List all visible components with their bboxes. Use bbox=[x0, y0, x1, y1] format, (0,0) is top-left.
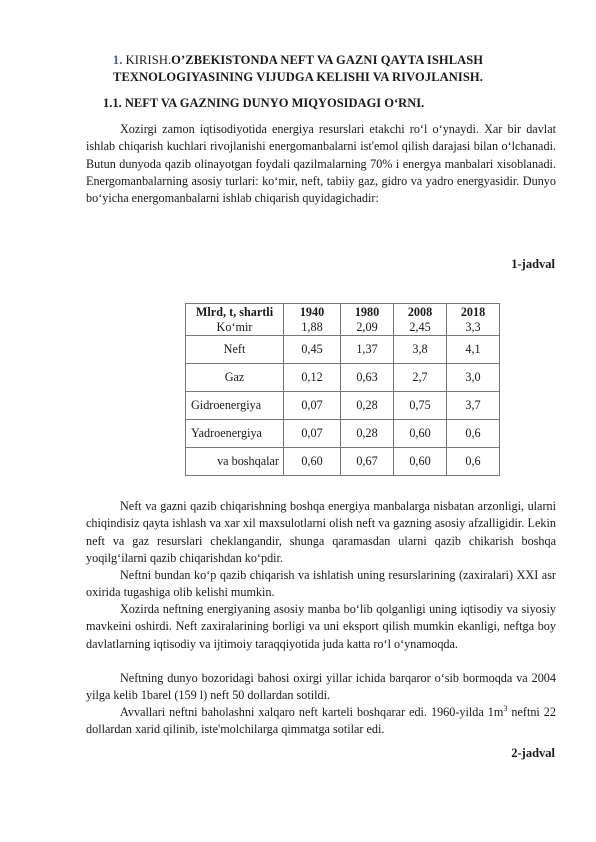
paragraph-1: Xozirgi zamon iqtisodiyotida energiya resurslari etakchi ro‘l o‘ynaydi. Xar bir davlat ishlab chiqarish kuchlari rivojlanishi energomanbalarni ist'emol qilish darajasi bilan o‘lchanadi. Butun dunyoda qazib olinayotgan foydali qazilmalarning 70% i energya manbalari xisoblanadi. Energomanbalarning asosiy turlari: ko‘mir, neft, tabiiy gaz, gidro va yadro energyasidir. Dunyo bo‘yicha energomanbalarni ishlab chiqarish quyidagichadir: bbox=[86, 122, 556, 206]
table-1-label: 1-jadval bbox=[511, 257, 555, 271]
table-cell: 3,0 bbox=[447, 364, 500, 392]
table-header-cell: 2008 bbox=[394, 304, 447, 321]
table-cell: 0,63 bbox=[341, 364, 394, 392]
title-number: 1. bbox=[112, 53, 123, 67]
table-row bbox=[186, 420, 500, 448]
table-cell: 0,45 bbox=[284, 336, 341, 364]
table-cell: va boshqalar bbox=[186, 448, 284, 476]
table-cell: 0,75 bbox=[394, 392, 447, 420]
table-cell: 0,67 bbox=[341, 448, 394, 476]
table-cell: 0,07 bbox=[284, 420, 341, 448]
document-title bbox=[60, 52, 536, 86]
table-header-cell: 1980 bbox=[341, 304, 394, 321]
table-cell: Gaz bbox=[186, 364, 284, 392]
table-cell: 0,6 bbox=[447, 420, 500, 448]
table-row bbox=[186, 392, 500, 420]
paragraph-6-text-a: Avvallari neftni baholashni xalqaro neft karteli boshqarar edi. 1960-yilda 1m bbox=[120, 705, 504, 719]
table-cell: Neft bbox=[186, 336, 284, 364]
table-cell: 0,60 bbox=[284, 448, 341, 476]
table-cell: 0,12 bbox=[284, 364, 341, 392]
table-cell: Gidroenergiya bbox=[186, 392, 284, 420]
table-cell: 4,1 bbox=[447, 336, 500, 364]
table-cell: 2,45 bbox=[394, 320, 447, 336]
table-row bbox=[186, 448, 500, 476]
section-heading: 1.1. NEFT VA GAZNING DUNYO MIQYOSIDAGI O‘RNI. bbox=[103, 96, 425, 110]
table-cell: 3,8 bbox=[394, 336, 447, 364]
table-cell: Yadroenergiya bbox=[186, 420, 284, 448]
table-cell: 1,37 bbox=[341, 336, 394, 364]
title-line-2: TEXNOLOGIYASINING VIJUDGA KELISHI VA RIVOJLANISH. bbox=[113, 70, 483, 84]
energy-table bbox=[185, 303, 500, 476]
table-header-row bbox=[186, 304, 500, 321]
table-cell: 0,60 bbox=[394, 420, 447, 448]
table-cell: 0,28 bbox=[341, 420, 394, 448]
table-row bbox=[186, 336, 500, 364]
table-cell: Ko‘mir bbox=[186, 320, 284, 336]
paragraph-6-text-b: neftni 22 dollardan xarid qilinib, iste'molchilarga qimmatga sotilar edi. bbox=[86, 705, 556, 737]
title-line-1 bbox=[60, 52, 536, 69]
table-cell: 0,07 bbox=[284, 392, 341, 420]
paragraph-5: Neftning dunyo bozoridagi bahosi oxirgi yillar ichida barqaror o‘sib bormoqda va 2004 yilga kelib 1barel (159 l) neft 50 dollardan sotildi. bbox=[86, 671, 556, 703]
table-cell: 2,09 bbox=[341, 320, 394, 336]
paragraph-3: Neftni bundan ko‘p qazib chiqarish va ishlatish uning resurslarining (zaxiralari) XXI asr oxirida tugashiga olib kelishi mumkin. bbox=[86, 568, 556, 600]
paragraph-6 bbox=[86, 704, 556, 739]
table-cell: 1,88 bbox=[284, 320, 341, 336]
table-cell: 3,3 bbox=[447, 320, 500, 336]
table-header-cell: 1940 bbox=[284, 304, 341, 321]
table-cell: 0,28 bbox=[341, 392, 394, 420]
table-2-label: 2-jadval bbox=[511, 746, 555, 760]
table-header-cell: 2018 bbox=[447, 304, 500, 321]
title-lead: KIRISH. bbox=[125, 53, 172, 67]
table-row bbox=[186, 320, 500, 336]
title-line-1-text: O’ZBEKISTONDA NEFT VA GAZNI QAYTA ISHLASH bbox=[171, 53, 484, 67]
table-cell: 3,7 bbox=[447, 392, 500, 420]
table-row bbox=[186, 364, 500, 392]
table-cell: 0,6 bbox=[447, 448, 500, 476]
table-cell: 0,60 bbox=[394, 448, 447, 476]
paragraph-2: Neft va gazni qazib chiqarishning boshqa energiya manbalarga nisbatan arzonligi, ularni chiqindisiz qayta ishlash va xar xil maxsulotlarni olish neft va gazning asosiy afzalligidir. Lekin neft va gaz resurslari cheklangandir, shunga qaramasdan ularni qazib chikarish boshqa yoqilg‘ilarni qazib chiqarishdan ko‘pdir. bbox=[86, 499, 556, 565]
paragraph-4: Xozirda neftning energiyaning asosiy manba bo‘lib qolganligi uning iqtisodiy va siyosiy mavkeini oshirdi. Neft zaxiralarining borligi va uni eksport qilish mumkin ekanligi, neftga boy davlatlarning iqtisodiy va ijtimoiy taraqqiyotida juda katta ro‘l o‘ynamoqda. bbox=[86, 602, 556, 651]
table-header-cell: Mlrd, t, shartli bbox=[186, 304, 284, 321]
table-cell: 2,7 bbox=[394, 364, 447, 392]
paragraph-6-superscript: 3 bbox=[503, 703, 508, 713]
